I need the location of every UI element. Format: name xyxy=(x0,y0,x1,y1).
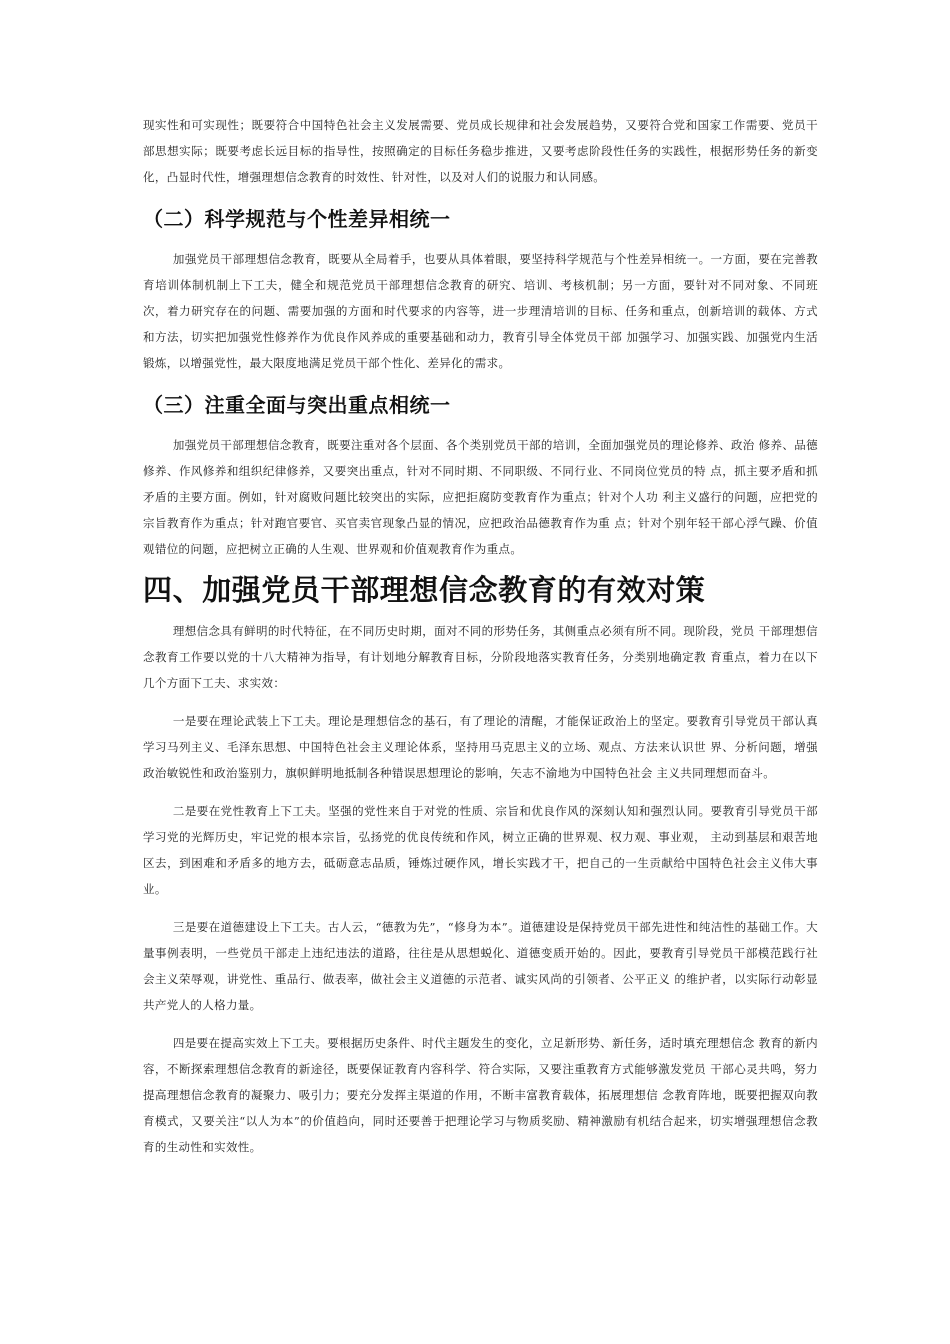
continuation-paragraph: 现实性和可实现性；既要符合中国特色社会主义发展需要、党员成长规律和社会发展趋势，又要符合党和国家工作需要、党员干部思想实际；既要考虑长远目标的指导性，按照确定的目标任务稳步推进，又要考虑阶段性任务的实践性，根据形势任务的新变化，凸显时代性，增强理想信念教育的时效性、针对性，以及对人们的说服力和认同感。 xyxy=(143,118,818,184)
section-3-paragraph: 加强党员干部理想信念教育，既要注重对各个层面、各个类别党员干部的培训，全面加强党员的理论修养、政治 修养、品德修养、作风修养和组织纪律修养，又要突出重点，针对不同时期、不同职级、不同行业、不同岗位党员的特 点，抓主要矛盾和抓矛盾的主要方面。例如，针对腐败问题比较突出的实际，应把拒腐防变教育作为重点；针对个人功 利主义盛行的问题，应把党的宗旨教育作为重点；针对跑官要官、买官卖官现象凸显的情况，应把政治品德教育作为重 点；针对个别年轻干部心浮气躁、价值观错位的问题，应把树立正确的人生观、世界观和价值观教育作为重点。 xyxy=(143,438,818,556)
point-4-paragraph: 四是要在提高实效上下工夫。要根据历史条件、时代主题发生的变化，立足新形势、新任务，适时填充理想信念 教育的新内容，不断探索理想信念教育的新途径，既要保证教育内容科学、符合实际，又要注重教育方式能够激发党员 干部心灵共鸣，努力提高理想信念教育的凝聚力、吸引力；要充分发挥主渠道的作用，不断丰富教育载体，拓展理想信 念教育阵地，既要把握双向教育模式，又要关注“以人为本”的价值趋向，同时还要善于把理论学习与物质奖励、精神激励有机结合起来，切实增强理想信念教育的生动性和实效性。 xyxy=(143,1036,818,1154)
point-3-paragraph: 三是要在道德建设上下工夫。古人云，“德教为先”，“修身为本”。道德建设是保持党员干部先进性和纯洁性的基础工作。大量事例表明，一些党员干部走上违纪违法的道路，往往是从思想蜕化、道德变质开始的。因此，要教育引导党员干部模范践行社会主义荣辱观，讲党性、重品行、做表率，做社会主义道德的示范者、诚实风尚的引领者、公平正义 的维护者，以实际行动彰显共产党人的人格力量。 xyxy=(143,920,818,1012)
section-2-paragraph: 加强党员干部理想信念教育，既要从全局着手，也要从具体着眼，要坚持科学规范与个性差异相统一。一方面，要在完善教育培训体制机制上下工夫，健全和规范党员干部理想信念教育的研究、培训、考核机制；另一方面，要针对不同对象、不同班次，着力研究存在的问题、需要加强的方面和时代要求的内容等，进一步理清培训的目标、任务和重点，创新培训的载体、方式和方法，切实把加强党性修养作为优良作风养成的重要基础和动力，教育引导全体党员干部 加强学习、加强实践、加强党内生活锻炼，以增强党性，最大限度地满足党员干部个性化、差异化的需求。 xyxy=(143,252,818,370)
section-heading-2: （二）科学规范与个性差异相统一 xyxy=(143,207,451,231)
section-heading-3: （三）注重全面与突出重点相统一 xyxy=(143,393,451,417)
chapter-4-intro-paragraph: 理想信念具有鲜明的时代特征，在不同历史时期，面对不同的形势任务，其侧重点必须有所不同。现阶段，党员 干部理想信念教育工作要以党的十八大精神为指导，有计划地分解教育目标，分阶段地落实教育任务，分类别地确定教 育重点，着力在以下几个方面下工夫、求实效： xyxy=(143,624,818,690)
point-2-paragraph: 二是要在党性教育上下工夫。坚强的党性来自于对党的性质、宗旨和优良作风的深刻认知和强烈认同。要教育引导党员干部学习党的光辉历史，牢记党的根本宗旨，弘扬党的优良传统和作风，树立正确的世界观、权力观、事业观， 主动到基层和艰苦地区去，到困难和矛盾多的地方去，砥砺意志品质，锤炼过硬作风，增长实践才干，把自己的一生贡献给中国特色社会主义伟大事业。 xyxy=(143,804,818,896)
chapter-heading-4: 四、加强党员干部理想信念教育的有效对策 xyxy=(143,573,706,607)
point-1-paragraph: 一是要在理论武装上下工夫。理论是理想信念的基石，有了理论的清醒，才能保证政治上的坚定。要教育引导党员干部认真学习马列主义、毛泽东思想、中国特色社会主义理论体系，坚持用马克思主义的立场、观点、方法来认识世 界、分析问题，增强政治敏锐性和政治鉴别力，旗帜鲜明地抵制各种错误思想理论的影响，矢志不渝地为中国特色社会 主义共同理想而奋斗。 xyxy=(143,714,818,780)
document-page xyxy=(143,112,818,1160)
